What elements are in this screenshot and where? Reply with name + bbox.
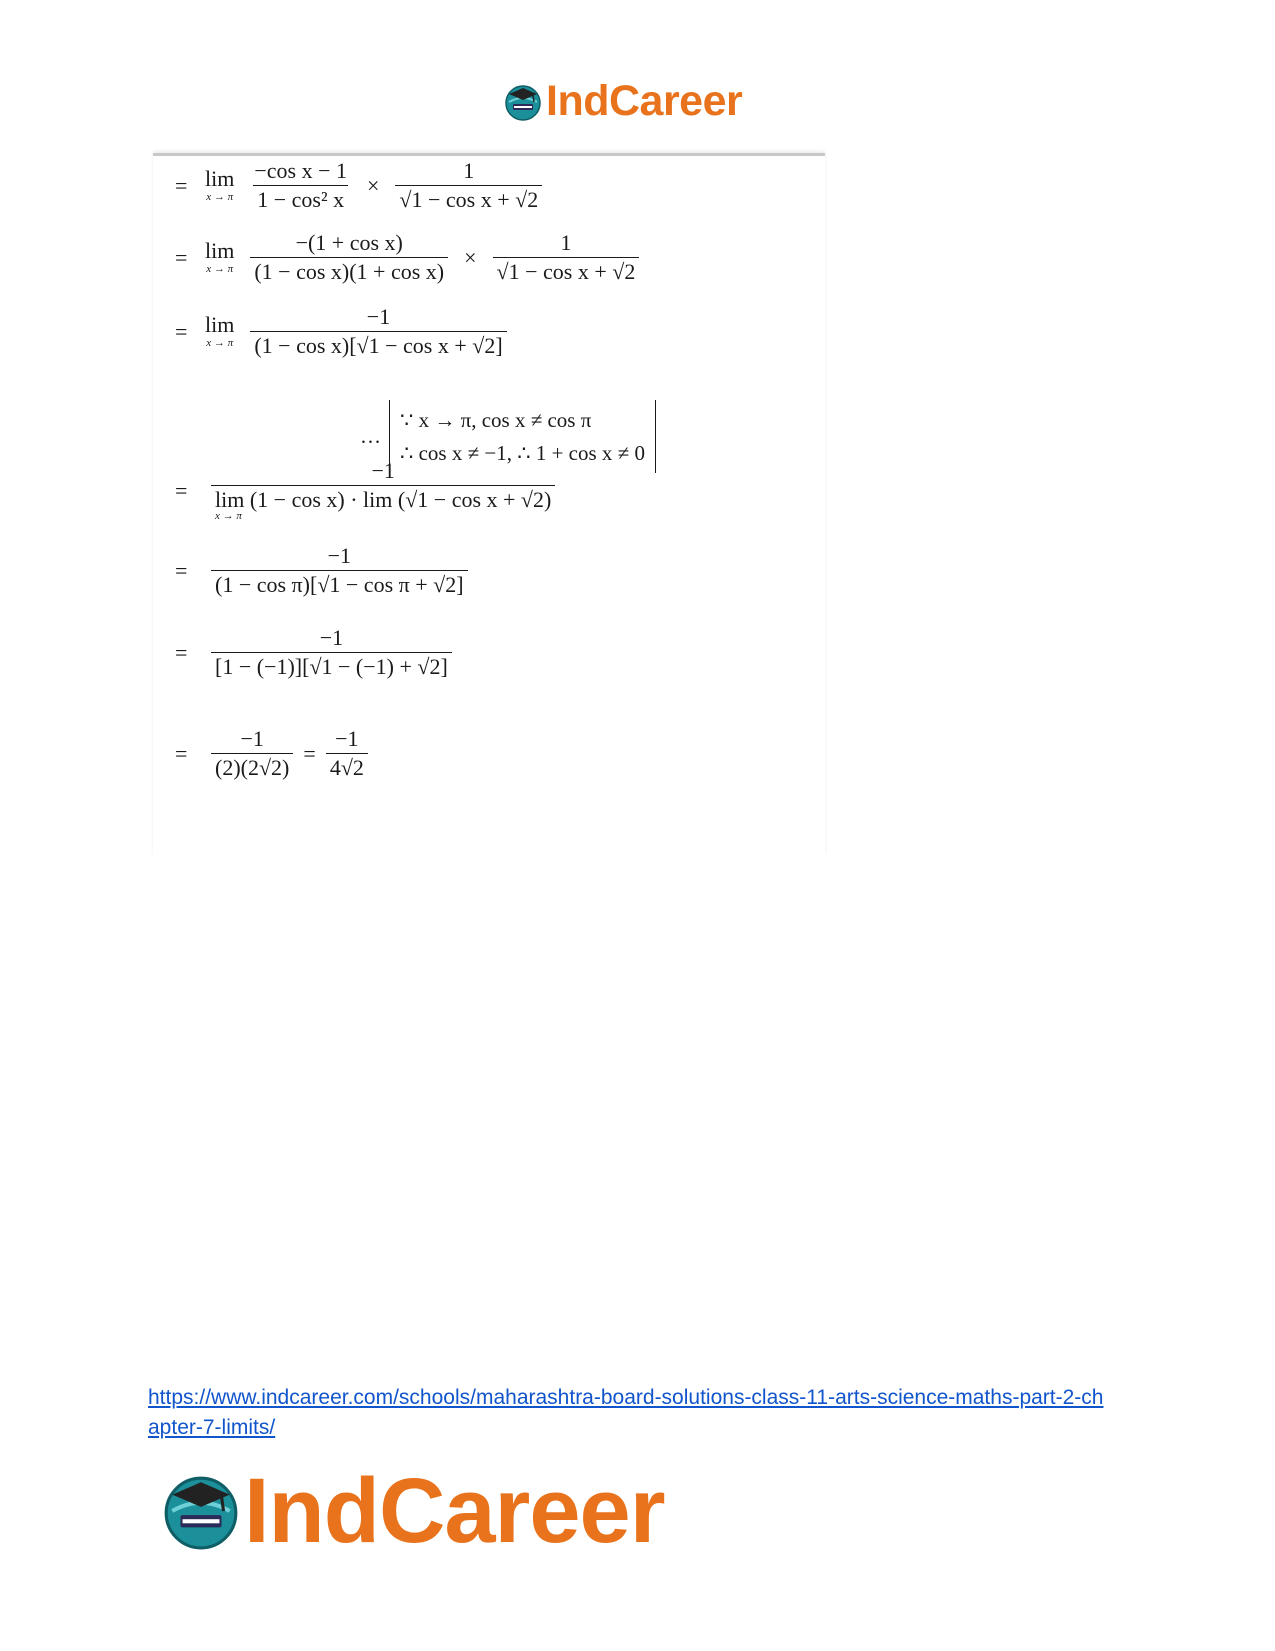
limit-operator (205, 168, 234, 203)
note-bracket (389, 400, 656, 473)
fraction (326, 728, 368, 779)
numerator: −1 (335, 726, 359, 751)
note-line-1: ∵ x → π, cos x ≠ cos π (400, 408, 592, 432)
numerator: 1 (560, 230, 572, 255)
denominator: 4√2 (326, 753, 368, 779)
numerator: −1 (366, 304, 391, 329)
fraction (211, 627, 452, 678)
fraction (250, 160, 351, 211)
numerator: −1 (371, 458, 395, 483)
globe-graduation-cap-icon (503, 82, 543, 122)
step-2 (175, 232, 645, 283)
denominator (211, 485, 555, 522)
fraction (250, 232, 448, 283)
footer-logo (160, 1460, 665, 1562)
times-sign: × (366, 172, 380, 198)
lim-subscript: x → π (206, 191, 234, 203)
numerator: −cos x − 1 (254, 158, 347, 183)
equals-sign: = (175, 639, 188, 665)
equals-sign: = (175, 172, 188, 198)
step-6 (175, 627, 458, 678)
logo-wordmark: IndCareer (244, 1460, 665, 1562)
fraction (250, 306, 506, 357)
numerator: −1 (240, 726, 264, 751)
lim-label: lim (205, 238, 235, 263)
logo-wordmark: IndCareer (546, 77, 743, 125)
numerator: 1 (463, 158, 475, 183)
limit-operator (205, 240, 234, 275)
lim-subscript: x → π (215, 510, 242, 522)
fraction (493, 232, 640, 283)
ellipsis: … (360, 424, 381, 449)
lim-label: lim (205, 166, 235, 191)
reasoning-note (360, 400, 656, 473)
denominator: (1 − cos π)[√1 − cos π + √2] (211, 570, 468, 596)
fraction (395, 160, 542, 211)
fraction (211, 728, 293, 779)
step-7 (175, 728, 374, 779)
times-sign: × (464, 244, 477, 270)
equals-sign: = (175, 740, 188, 766)
denominator: 1 − cos² x (253, 185, 348, 211)
step-1 (175, 160, 548, 211)
header-logo (503, 77, 743, 125)
equals-sign: = (175, 244, 188, 270)
numerator: −1 (327, 543, 351, 568)
denominator: (1 − cos x)[√1 − cos x + √2] (250, 331, 506, 357)
step-3 (175, 306, 513, 357)
source-link[interactable]: https://www.indcareer.com/schools/maharashtra-board-solutions-class-11-arts-science-maths-part-2-chapter-7-limits/ (148, 1386, 1104, 1439)
denominator: [1 − (−1)][√1 − (−1) + √2] (211, 652, 452, 678)
lim-subscript: x → π (206, 337, 234, 349)
denominator: (1 − cos x)(1 + cos x) (250, 257, 448, 283)
step-5 (175, 545, 474, 596)
lim-label: lim (205, 312, 235, 337)
equals-sign: = (175, 557, 188, 583)
denominator: √1 − cos x + √2 (395, 185, 542, 211)
numerator: −(1 + cos x) (295, 230, 403, 255)
limit-operator (205, 314, 234, 349)
note-line-2: ∴ cos x ≠ −1, ∴ 1 + cos x ≠ 0 (400, 440, 645, 465)
denominator-text: lim (1 − cos x) · lim (√1 − cos x + √2) (215, 487, 552, 512)
lim-subscript: x → π (206, 263, 234, 275)
equals-sign: = (175, 478, 188, 503)
equals-sign: = (303, 740, 316, 766)
numerator: −1 (319, 625, 344, 650)
globe-graduation-cap-icon (160, 1470, 242, 1552)
denominator: √1 − cos x + √2 (493, 257, 640, 283)
fraction (211, 545, 468, 596)
equals-sign: = (175, 318, 188, 344)
denominator: (2)(2√2) (211, 753, 293, 779)
